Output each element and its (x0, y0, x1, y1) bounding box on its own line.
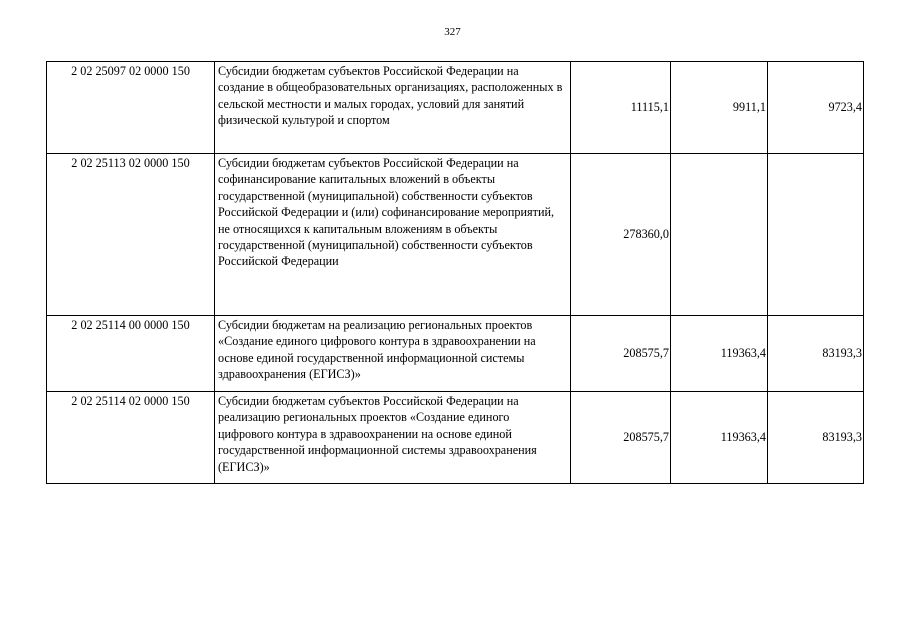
page-number: 327 (444, 26, 461, 38)
revenue-name-cell: Субсидии бюджетам субъектов Российской Федерации на реализацию региональных проектов «Создание единого цифрового контура в здравоохранении на основе единой государственной информационной системы здравоохранения (ЕГИСЗ)» (215, 392, 571, 484)
amount-year-3-cell: 9723,4 (768, 62, 864, 154)
revenue-name-cell: Субсидии бюджетам субъектов Российской Федерации на софинансирование капитальных вложений в объекты государственной (муниципальной) собственности субъектов Российской Федерации и (или) софинансирование мероприятий, не относящихся к капитальным вложениям в объекты государственной (муниципальной) собственности субъектов Российской Федерации (215, 154, 571, 316)
classification-code-cell: 2 02 25114 02 0000 150 (47, 392, 215, 484)
amount-year-1-cell: 278360,0 (571, 154, 671, 316)
amount-year-1-cell: 208575,7 (571, 316, 671, 392)
amount-year-3-cell: 83193,3 (768, 392, 864, 484)
amount-year-2-cell: 119363,4 (671, 392, 768, 484)
amount-year-3-cell: 83193,3 (768, 316, 864, 392)
classification-code-cell: 2 02 25097 02 0000 150 (47, 62, 215, 154)
table-row (47, 154, 864, 316)
amount-year-2-cell: 119363,4 (671, 316, 768, 392)
amount-year-2-cell (671, 154, 768, 316)
amount-year-2-cell: 9911,1 (671, 62, 768, 154)
budget-revenue-table (46, 61, 864, 484)
amount-year-3-cell (768, 154, 864, 316)
revenue-name-cell: Субсидии бюджетам субъектов Российской Федерации на создание в общеобразовательных организациях, расположенных в сельской местности и малых городах, условий для занятий физической культурой и спортом (215, 62, 571, 154)
table-row (47, 392, 864, 484)
amount-year-1-cell: 208575,7 (571, 392, 671, 484)
classification-code-cell: 2 02 25114 00 0000 150 (47, 316, 215, 392)
classification-code-cell: 2 02 25113 02 0000 150 (47, 154, 215, 316)
table-row (47, 316, 864, 392)
revenue-name-cell: Субсидии бюджетам на реализацию региональных проектов «Создание единого цифрового контура в здравоохранении на основе единой государственной информационной системы здравоохранения (ЕГИСЗ)» (215, 316, 571, 392)
amount-year-1-cell: 11115,1 (571, 62, 671, 154)
table-row (47, 62, 864, 154)
